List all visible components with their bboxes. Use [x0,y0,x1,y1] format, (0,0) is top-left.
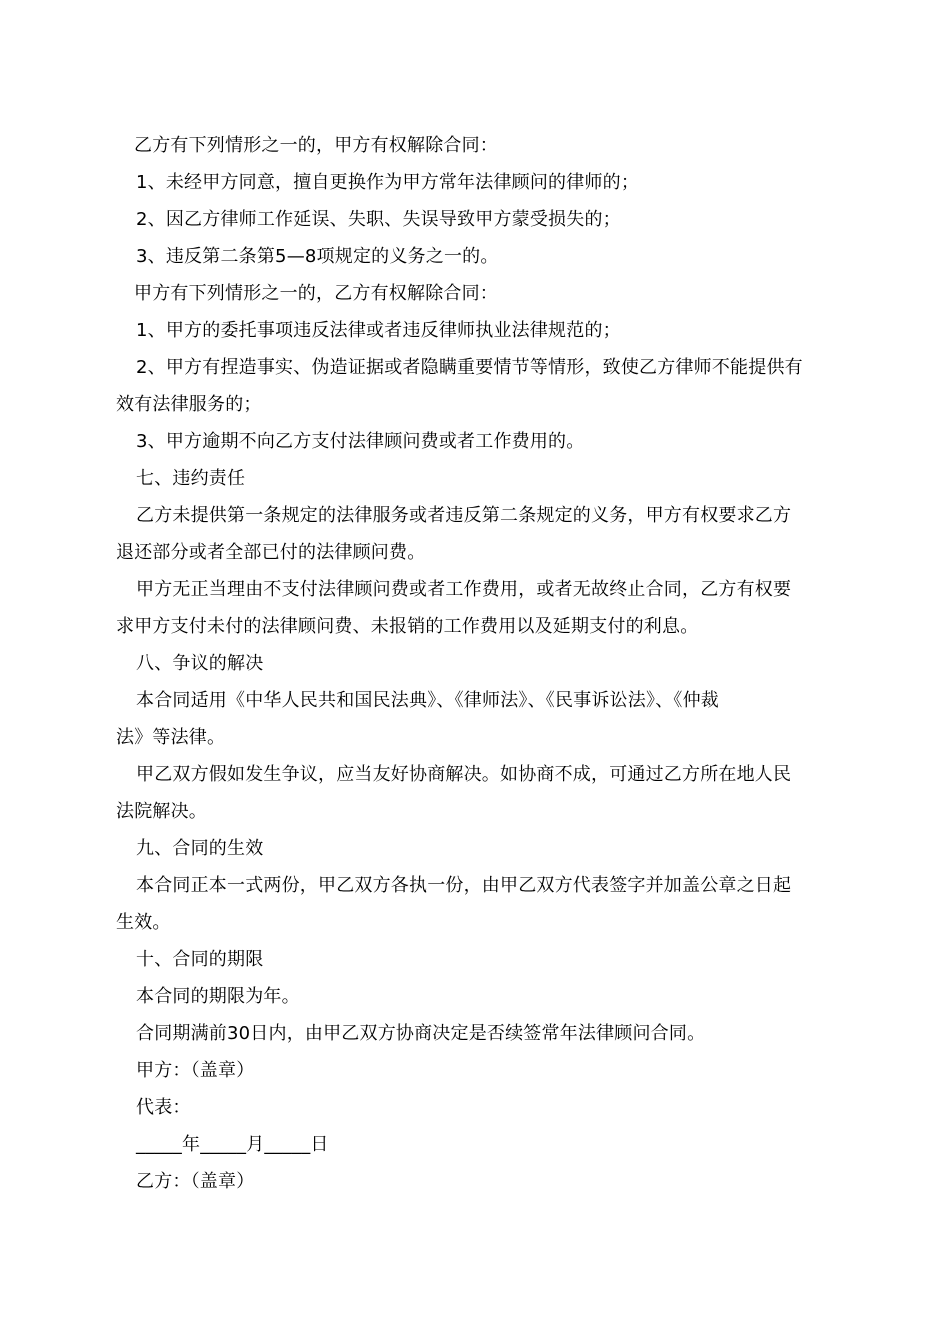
paragraph-line: 乙方有下列情形之一的，甲方有权解除合同： [134,135,498,156]
section-heading: 七、违约责任 [136,468,246,489]
list-item: 3、违反第二条第5—8项规定的义务之一的。 [136,246,499,267]
document-body [116,127,836,1200]
signature-party-a: 甲方：（盖章） [136,1060,255,1081]
section-heading: 九、合同的生效 [136,838,264,859]
paragraph-line: 甲乙双方假如发生争议，应当友好协商解决。如协商不成，可通过乙方所在地人民 [136,764,792,785]
paragraph-line: 本合同的期限为年。 [136,986,300,1007]
list-item: 3、甲方逾期不向乙方支付法律顾问费或者工作费用的。 [136,431,585,452]
list-item: 2、甲方有捏造事实、伪造证据或者隐瞒重要情节等情形，致使乙方律师不能提供有 [136,357,803,378]
paragraph-line: 退还部分或者全部已付的法律顾问费。 [116,542,426,563]
list-item: 1、未经甲方同意，擅自更换作为甲方常年法律顾问的律师的； [136,172,640,193]
paragraph-line: 求甲方支付未付的法律顾问费、未报销的工作费用以及延期支付的利息。 [116,616,699,637]
list-item: 2、因乙方律师工作延误、失职、失误导致甲方蒙受损失的； [136,209,621,230]
signature-date: _____年_____月_____日 [136,1134,329,1155]
section-heading: 十、合同的期限 [136,949,264,970]
paragraph-line: 法》等法律。 [116,727,226,748]
section-heading: 八、争议的解决 [136,653,264,674]
list-item: 1、甲方的委托事项违反法律或者违反律师执业法律规范的； [136,320,621,341]
paragraph-line: 效有法律服务的； [116,394,262,415]
paragraph-line: 本合同正本一式两份，甲乙双方各执一份，由甲乙双方代表签字并加盖公章之日起 [136,875,792,896]
paragraph-line: 乙方未提供第一条规定的法律服务或者违反第二条规定的义务，甲方有权要求乙方 [136,505,792,526]
paragraph-line: 合同期满前30日内，由甲乙双方协商决定是否续签常年法律顾问合同。 [136,1023,706,1044]
paragraph-line: 本合同适用《中华人民共和国民法典》、《律师法》、《民事诉讼法》、《仲裁 [136,690,719,711]
paragraph-line: 甲方有下列情形之一的，乙方有权解除合同： [134,283,498,304]
paragraph-line: 法院解决。 [116,801,207,822]
paragraph-line: 生效。 [116,912,171,933]
signature-party-b: 乙方：（盖章） [136,1171,255,1192]
signature-representative: 代表： [136,1097,191,1118]
paragraph-line: 甲方无正当理由不支付法律顾问费或者工作费用，或者无故终止合同，乙方有权要 [136,579,792,600]
